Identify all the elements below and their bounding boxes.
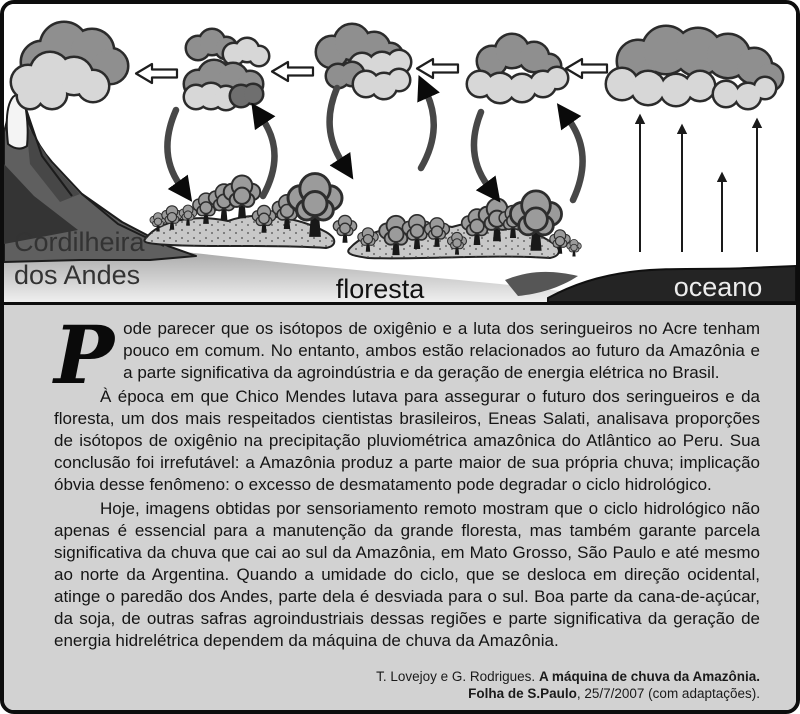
drop-cap: P (54, 308, 115, 402)
citation-suffix: , 25/7/2007 (com adaptações). (576, 686, 760, 701)
rain-arrow-icon (330, 88, 342, 162)
wind-arrow-icon (566, 59, 607, 78)
cloud-over-ocean (607, 27, 782, 108)
andes-label-line2: dos Andes (14, 260, 141, 290)
citation-line2 (54, 685, 760, 702)
andes-label-line1: Cordilheira (14, 227, 145, 257)
rain-arrow-icon (167, 110, 180, 185)
cloud-over-andes (12, 23, 127, 108)
cloud-cluster-3 (317, 25, 410, 98)
water-cycle-diagram (4, 4, 796, 305)
wind-arrow-icon (417, 59, 458, 78)
wind-arrow-icon (272, 62, 313, 81)
citation-line1 (54, 668, 760, 685)
ocean-label: oceano (673, 272, 763, 302)
citation-title: A máquina de chuva da Amazônia. (538, 669, 760, 684)
wind-arrow-icon (136, 64, 177, 83)
cloud-cluster-4 (468, 35, 567, 102)
evaporation-arrow-icon (421, 94, 434, 168)
citation-source: Folha de S.Paulo (468, 686, 577, 701)
paragraph-1-text: ode parecer que os isótopos de oxigênio e a luta dos seringueiros no Acre tenham pouco em comum. No entanto, ambos estão relacionados ao futuro da Amazônia e a parte significativa da agroindústria e da geração de energia elétrica no Brasil. (123, 319, 760, 382)
paragraph-2: À época em que Chico Mendes lutava para assegurar o futuro dos seringueiros e da floresta, um dos mais respeitados cientistas brasileiros, Eneas Salati, analisava proporções de isótopos de oxigênio na precipitação pluviométrica amazônica do Atlântico ao Peru. Sua conclusão foi irrefutável: a Amazônia produz a parte maior de sua própria chuva; implicação óbvia desse fenômeno: o excesso de desmatamento pode degradar o ciclo hidrológico. (54, 387, 760, 494)
evaporation-arrow-icon (569, 120, 583, 200)
article-text-panel (4, 305, 796, 710)
evaporation-arrow-icon (263, 120, 275, 196)
rain-arrow-icon (474, 112, 488, 186)
citation-authors: T. Lovejoy e G. Rodrigues. (376, 669, 539, 684)
paragraph-1 (54, 308, 760, 402)
cloud-cluster-2 (185, 30, 268, 109)
citation (54, 668, 760, 702)
paragraph-3: Hoje, imagens obtidas por sensoriamento remoto mostram que o ciclo hidrológico não apenas é essencial para a manutenção da grande floresta, mas também garante parcela significativa da chuva que cai ao sul da Amazônia, em Mato Grosso, São Paulo e até mesmo ao norte da Argentina. Quando a umidade do ciclo, que se desloca em direção ocidental, atinge o paredão dos Andes, parte dela é desviada para o sul. Boa parte da cana-de-açúcar, da soja, de outras safras agroindustriais dessas regiões e parte significativa da geração de energia hidrelétrica dependem da máquina de chuva da Amazônia. (54, 499, 760, 650)
forest-label: floresta (335, 274, 425, 302)
